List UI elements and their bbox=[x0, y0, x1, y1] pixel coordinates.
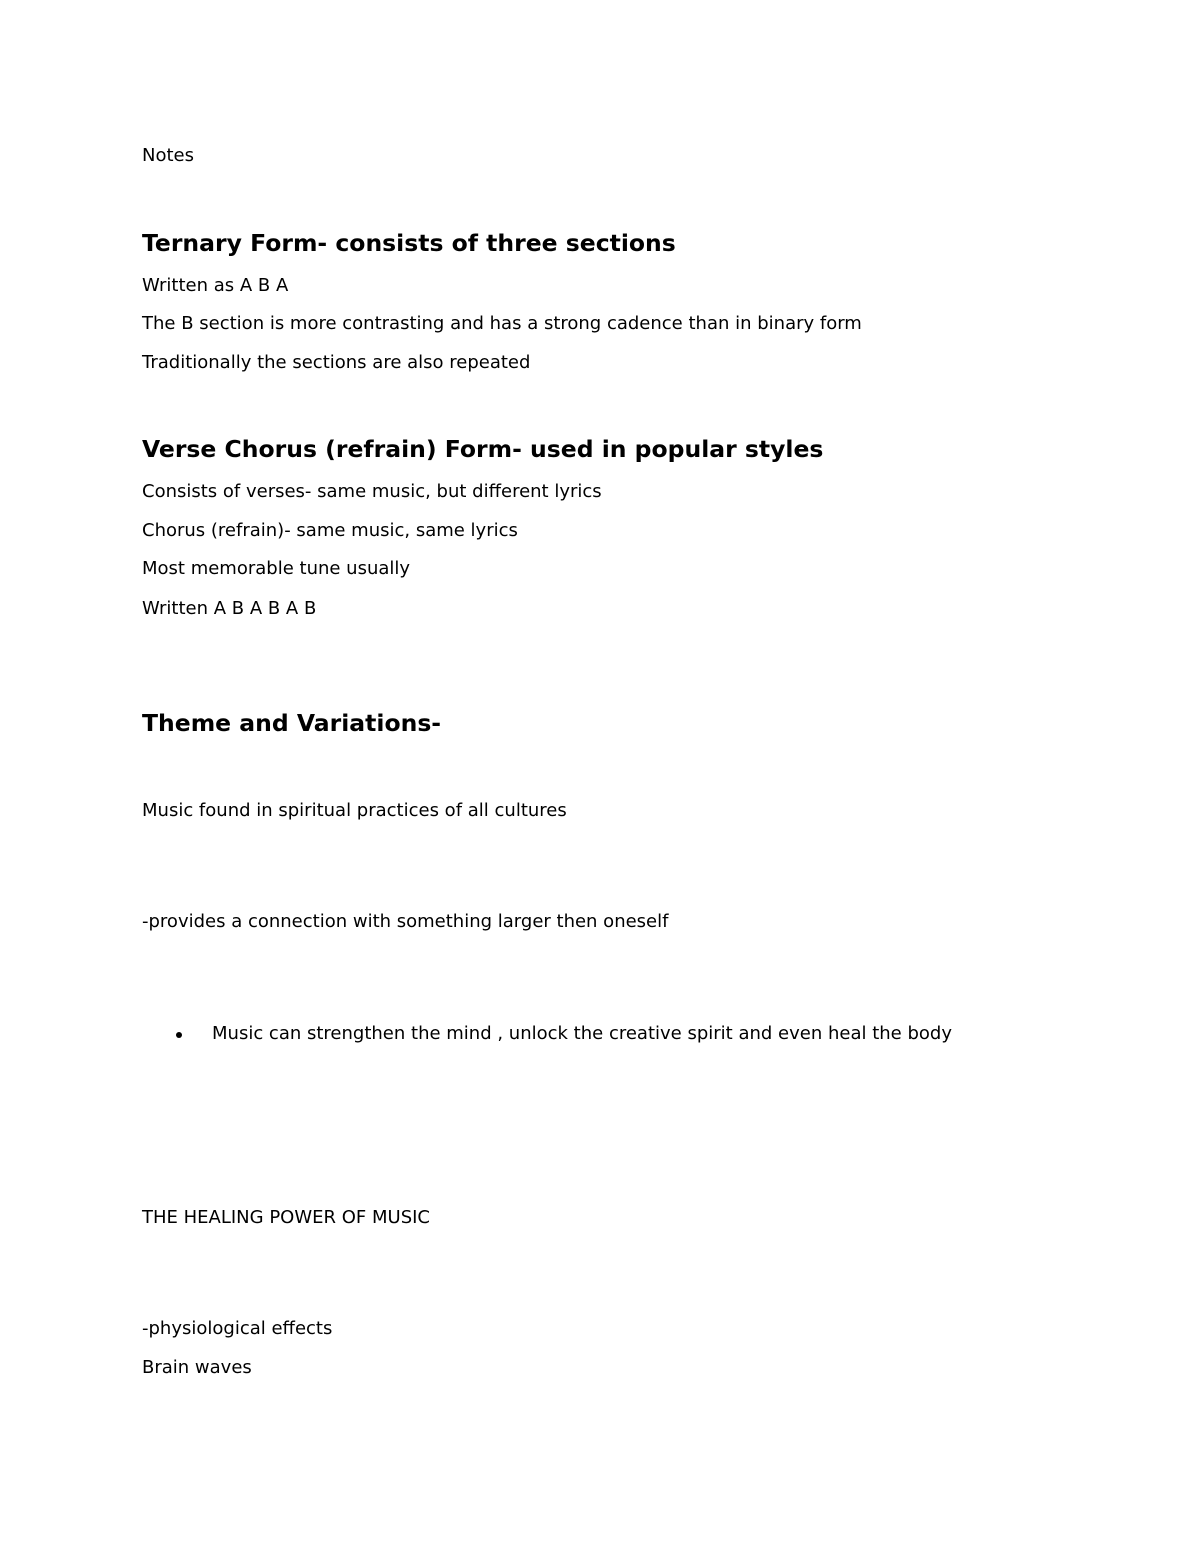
verse-chorus-line-4: Written A B A B A B bbox=[142, 598, 317, 619]
heading-theme-and-variations: Theme and Variations- bbox=[142, 709, 442, 737]
spiritual-bullet-text: Music can strengthen the mind , unlock the creative spirit and even heal the body bbox=[212, 1023, 952, 1044]
healing-line-2: Brain waves bbox=[142, 1357, 252, 1378]
verse-chorus-line-3: Most memorable tune usually bbox=[142, 558, 411, 579]
heading-ternary-form: Ternary Form- consists of three sections bbox=[142, 229, 676, 257]
bullet-icon bbox=[176, 1032, 182, 1038]
verse-chorus-line-2: Chorus (refrain)- same music, same lyrics bbox=[142, 520, 518, 541]
ternary-line-3: Traditionally the sections are also repeated bbox=[142, 352, 531, 373]
spiritual-intro: Music found in spiritual practices of all cultures bbox=[142, 800, 567, 821]
ternary-line-2: The B section is more contrasting and has a strong cadence than in binary form bbox=[142, 313, 862, 334]
healing-title: THE HEALING POWER OF MUSIC bbox=[142, 1207, 430, 1228]
heading-verse-chorus-form: Verse Chorus (refrain) Form- used in popular styles bbox=[142, 435, 824, 463]
healing-line-1: -physiological effects bbox=[142, 1318, 333, 1339]
ternary-line-1: Written as A B A bbox=[142, 275, 289, 296]
notes-title: Notes bbox=[142, 145, 194, 166]
verse-chorus-line-1: Consists of verses- same music, but different lyrics bbox=[142, 481, 602, 502]
spiritual-point: -provides a connection with something larger then oneself bbox=[142, 911, 669, 932]
